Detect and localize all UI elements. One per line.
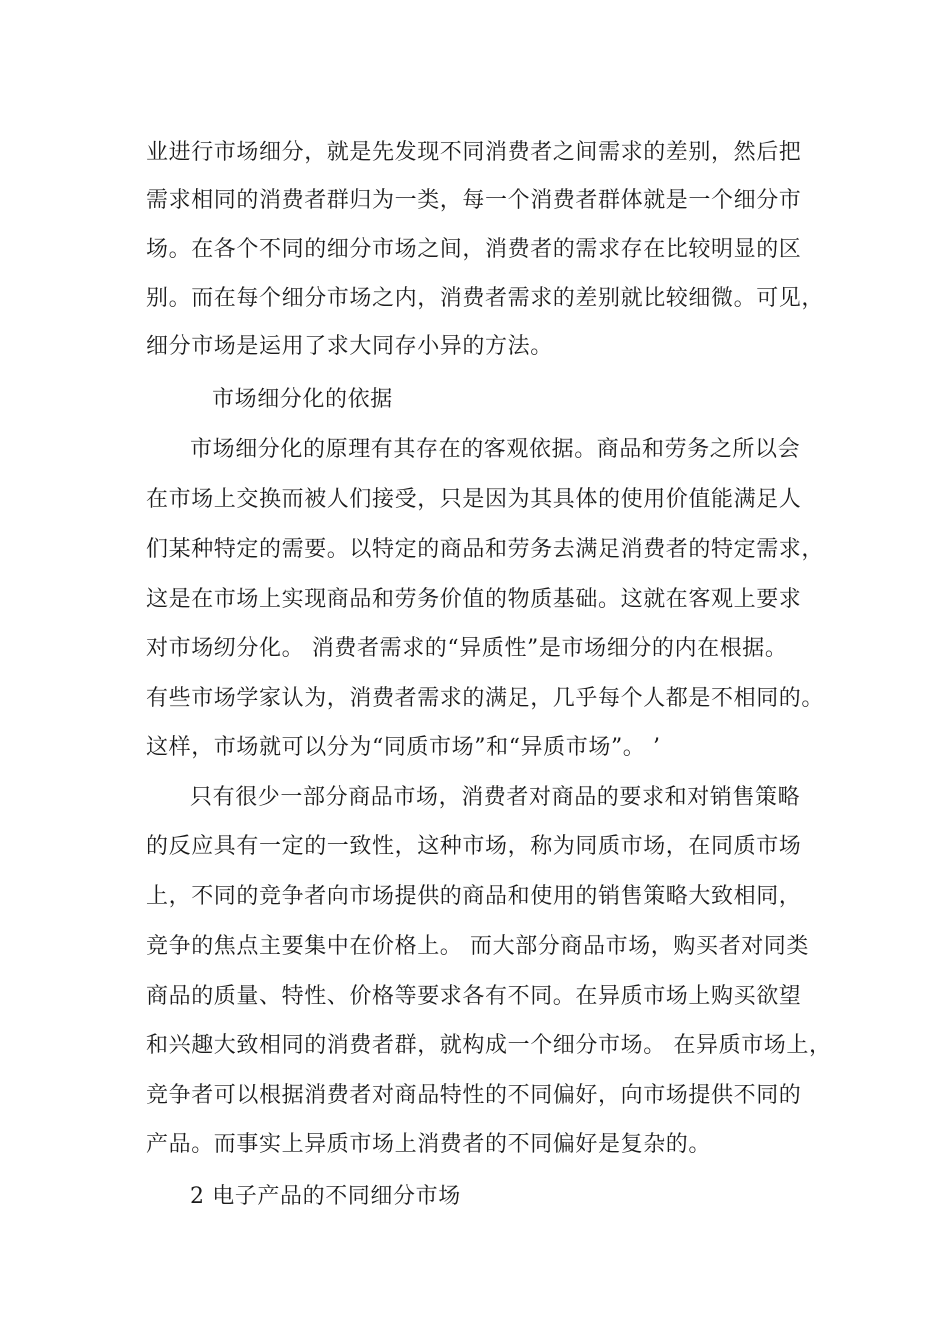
body-text-line: 们某种特定的需要。以特定的商品和劳务去满足消费者的特定需求， — [146, 537, 825, 562]
body-text-line: 细分市场是运用了求大同存小异的方法。 — [146, 334, 553, 359]
body-text-line: 只有很少一部分商品市场，消费者对商品的要求和对销售策略 — [190, 785, 801, 810]
body-text-line: 对市场纫分化。 消费者需求的“异质性”是市场细分的内在根据。 — [146, 636, 788, 661]
body-text-line: 这样，市场就可以分为“同质市场”和“异质市场”。 ’ — [146, 735, 661, 760]
section-heading: 市场细分化的依据 — [212, 387, 393, 412]
body-text-line: 上，不同的竞争者向市场提供的商品和使用的销售策略大致相同， — [146, 884, 802, 909]
body-text-line: 场。在各个不同的细分市场之间，消费者的需求存在比较明显的区 — [146, 237, 802, 262]
body-text-line: 这是在市场上实现商品和劳务价值的物质基础。这就在客观上要求 — [146, 587, 802, 612]
body-text-line: 商品的质量、特性、价格等要求各有不同。在异质市场上购买欲望 — [146, 984, 802, 1009]
body-text-line: 别。而在每个细分市场之内，消费者需求的差别就比较细微。可见， — [146, 286, 825, 311]
body-text-line: 业进行市场细分，就是先发现不同消费者之间需求的差别，然后把 — [146, 140, 802, 165]
body-text-line: 竞争的焦点主要集中在价格上。 而大部分商品市场，购买者对同类 — [146, 934, 809, 959]
body-text-line: 的反应具有一定的一致性，这种市场，称为同质市场，在同质市场 — [146, 834, 802, 859]
section-heading: 2 电子产品的不同细分市场 — [190, 1184, 461, 1209]
body-text-line: 竞争者可以根据消费者对商品特性的不同偏好，向市场提供不同的 — [146, 1083, 802, 1108]
body-text-line: 需求相同的消费者群归为一类，每一个消费者群体就是一个细分市 — [146, 188, 802, 213]
body-text-line: 产品。而事实上异质市场上消费者的不同偏好是复杂的。 — [146, 1132, 712, 1157]
body-text-line: 和兴趣大致相同的消费者群，就构成一个细分市场。 在异质市场上， — [146, 1033, 832, 1058]
body-text-line: 有些市场学家认为，消费者需求的满足，几乎每个人都是不相同的。 — [146, 686, 825, 711]
body-text-line: 市场细分化的原理有其存在的客观依据。商品和劳务之所以会 — [190, 437, 801, 462]
body-text-line: 在市场上交换而被人们接受，只是因为其具体的使用价值能满足人 — [146, 487, 802, 512]
